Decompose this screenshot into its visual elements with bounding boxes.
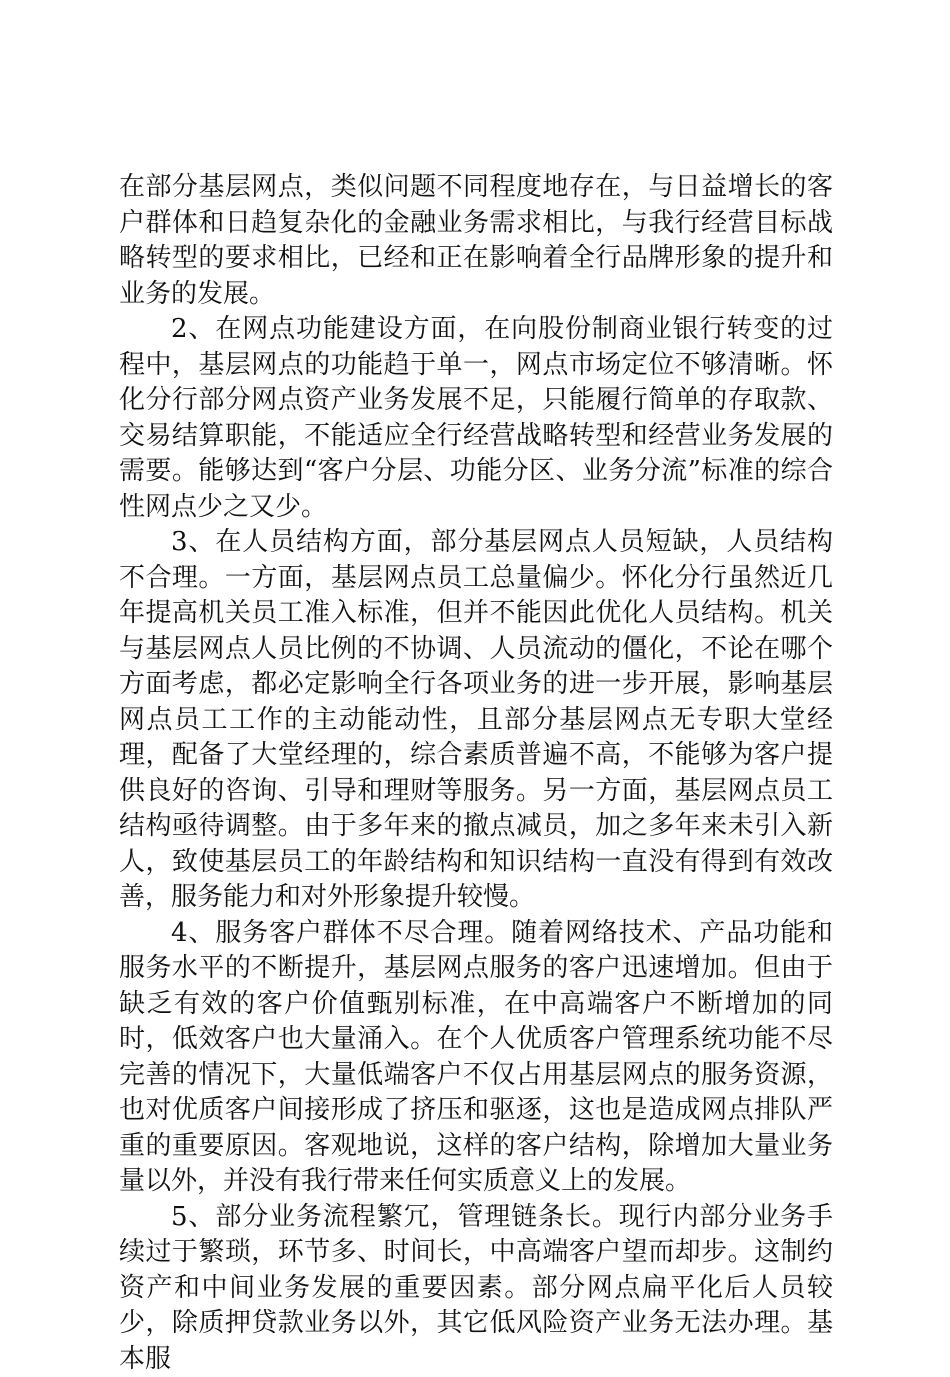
paragraph-network-function: 2、在网点功能建设方面，在向股份制商业银行转变的过程中，基层网点的功能趋于单一，网点市场定位不够清晰。怀化分行部分网点资产业务发展不足，只能履行简单的存取款、交易结算职能，不能适应全行经营战略转型和经营业务发展的需要。能够达到“客户分层、功能分区、业务分流”标准的综合性网点少之又少。 [119,312,833,525]
paragraph-customer-groups: 4、服务客户群体不尽合理。随着网络技术、产品功能和服务水平的不断提升，基层网点服务的客户迅速增加。但由于缺乏有效的客户价值甄别标准，在中高端客户不断增加的同时，低效客户也大量涌入。在个人优质客户管理系统功能不尽完善的情况下，大量低端客户不仅占用基层网点的服务资源，也对优质客户间接形成了挤压和驱逐，这也是造成网点排队严重的重要原因。客观地说，这样的客户结构，除增加大量业务量以外，并没有我行带来任何实质意义上的发展。 [119,916,833,1200]
paragraph-continuation: 在部分基层网点，类似问题不同程度地存在，与日益增长的客户群体和日趋复杂化的金融业务需求相比，与我行经营目标战略转型的要求相比，已经和正在影响着全行品牌形象的提升和业务的发展。 [119,170,833,312]
paragraph-business-process: 5、部分业务流程繁冗，管理链条长。现行内部分业务手续过于繁琐，环节多、时间长，中高端客户望而却步。这制约资产和中间业务发展的重要因素。部分网点扁平化后人员较少，除质押贷款业务以外，其它低风险资产业务无法办理。基本服 [119,1200,833,1377]
document-body [119,170,833,1377]
paragraph-staff-structure: 3、在人员结构方面，部分基层网点人员短缺，人员结构不合理。一方面，基层网点员工总量偏少。怀化分行虽然近几年提高机关员工准入标准，但并不能因此优化人员结构。机关与基层网点人员比例的不协调、人员流动的僵化，不论在哪个方面考虑，都必定影响全行各项业务的进一步开展，影响基层网点员工工作的主动能动性，且部分基层网点无专职大堂经理，配备了大堂经理的，综合素质普遍不高，不能够为客户提供良好的咨询、引导和理财等服务。另一方面，基层网点员工结构亟待调整。由于多年来的撤点减员，加之多年来未引入新人，致使基层员工的年龄结构和知识结构一直没有得到有效改善，服务能力和对外形象提升较慢。 [119,525,833,916]
